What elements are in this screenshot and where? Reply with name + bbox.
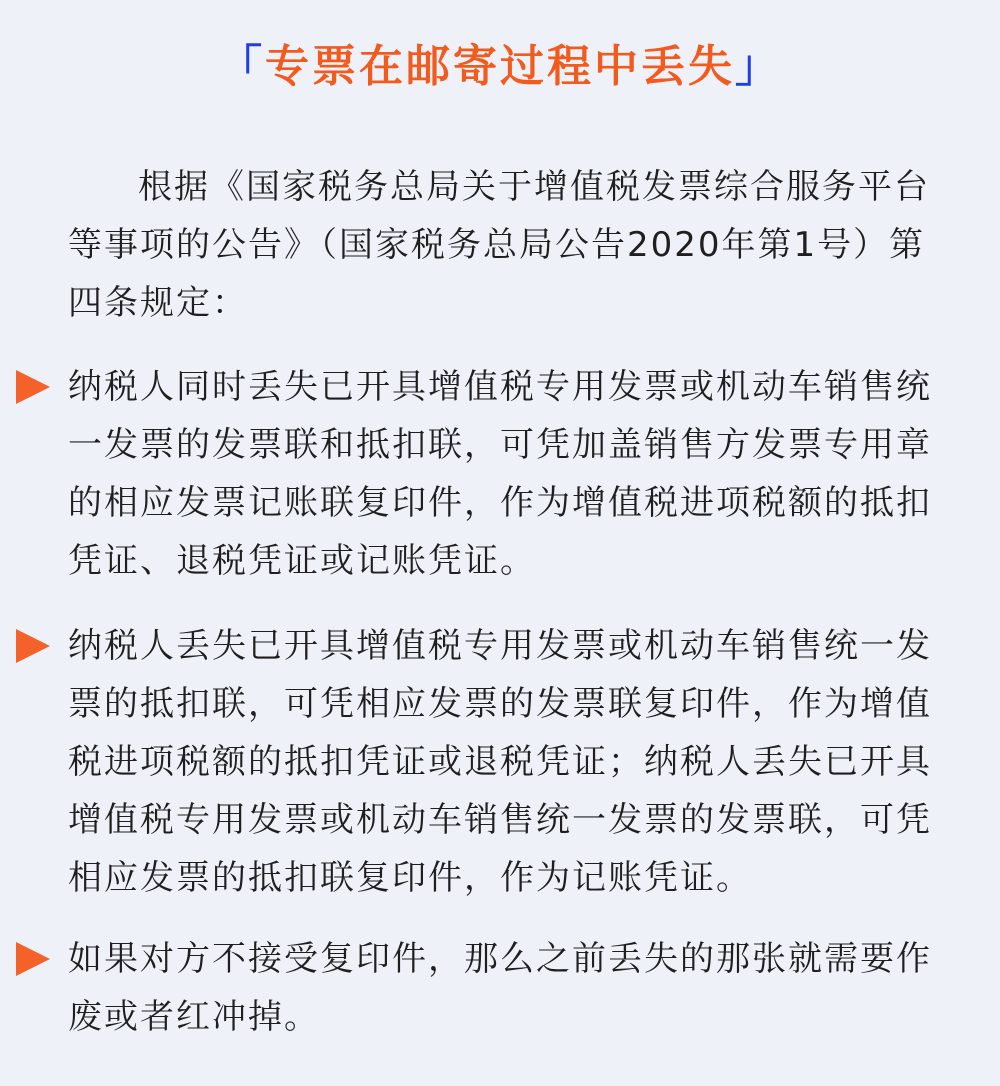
title-text: 专票在邮寄过程中丢失 <box>265 41 735 92</box>
play-arrow-icon <box>16 942 50 976</box>
intro-paragraph: 根据《国家税务总局关于增值税发票综合服务平台等事项的公告》（国家税务总局公告2020年第1号）第四条规定： <box>68 167 930 323</box>
page-title <box>0 32 1000 102</box>
list-item-text: 纳税人同时丢失已开具增值税专用发票或机动车销售统一发票的发票联和抵扣联，可凭加盖销售方发票专用章的相应发票记账联复印件，作为增值税进项税额的抵扣凭证、退税凭证或记账凭证。 <box>68 367 932 581</box>
play-arrow-icon <box>16 370 50 404</box>
list-item-text: 如果对方不接受复印件，那么之前丢失的那张就需要作废或者红冲掉。 <box>68 939 932 1037</box>
list-item-text: 纳税人丢失已开具增值税专用发票或机动车销售统一发票的抵扣联，可凭相应发票的发票联复印件，作为增值税进项税额的抵扣凭证或退税凭证；纳税人丢失已开具增值税专用发票或机动车销售统一发票的发票联，可凭相应发票的抵扣联复印件，作为记账凭证。 <box>68 626 932 898</box>
title-close-bracket: 」 <box>735 41 782 92</box>
play-arrow-icon <box>16 629 50 663</box>
title-open-bracket: 「 <box>218 41 265 92</box>
